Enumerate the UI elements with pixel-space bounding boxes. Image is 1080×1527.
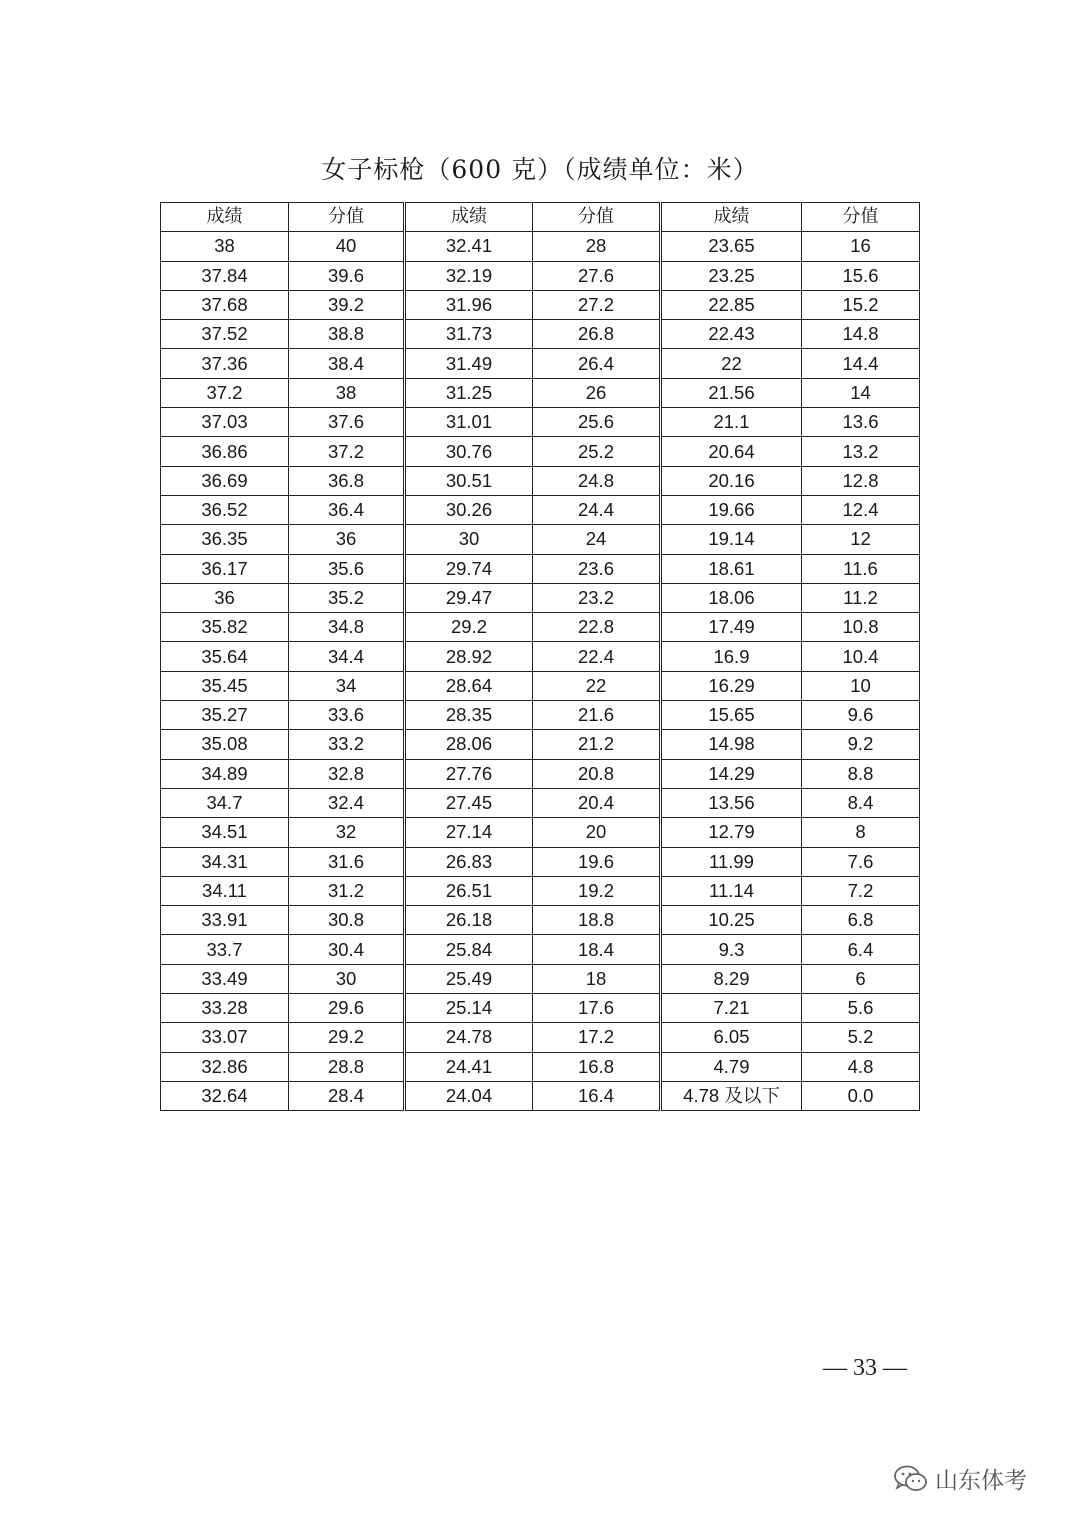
- score-cell: 30.76: [405, 437, 533, 466]
- score-cell: 22.85: [661, 290, 802, 319]
- score-cell: 19.66: [661, 495, 802, 524]
- points-cell: 36: [289, 525, 405, 554]
- points-cell: 33.2: [289, 730, 405, 759]
- table-row: [161, 1052, 920, 1081]
- points-cell: 14.4: [802, 349, 920, 378]
- score-cell: 36.69: [161, 466, 289, 495]
- score-cell: 13.56: [661, 788, 802, 817]
- score-cell: 21.56: [661, 378, 802, 407]
- score-cell: 37.84: [161, 261, 289, 290]
- table-row: [161, 1081, 920, 1110]
- score-cell: 34.51: [161, 818, 289, 847]
- points-cell: 34.8: [289, 613, 405, 642]
- score-cell: 34.7: [161, 788, 289, 817]
- score-cell: 33.07: [161, 1023, 289, 1052]
- points-cell: 11.2: [802, 583, 920, 612]
- score-cell: 35.27: [161, 701, 289, 730]
- header-score: 成绩: [405, 203, 533, 232]
- score-cell: 33.28: [161, 994, 289, 1023]
- score-cell: 24.78: [405, 1023, 533, 1052]
- table-row: [161, 701, 920, 730]
- points-cell: 34: [289, 671, 405, 700]
- score-cell: 27.14: [405, 818, 533, 847]
- points-cell: 11.6: [802, 554, 920, 583]
- points-cell: 10.8: [802, 613, 920, 642]
- score-cell: 25.14: [405, 994, 533, 1023]
- score-cell: 38: [161, 232, 289, 261]
- points-cell: 36.4: [289, 495, 405, 524]
- table-row: [161, 495, 920, 524]
- table-row: [161, 847, 920, 876]
- table-row: [161, 759, 920, 788]
- score-cell: 26.83: [405, 847, 533, 876]
- table-row: [161, 349, 920, 378]
- points-cell: 16: [802, 232, 920, 261]
- score-cell: 14.29: [661, 759, 802, 788]
- score-cell: 25.49: [405, 964, 533, 993]
- score-cell: 27.45: [405, 788, 533, 817]
- score-cell: 26.51: [405, 876, 533, 905]
- table-row: [161, 583, 920, 612]
- points-cell: 12.4: [802, 495, 920, 524]
- score-cell: 37.68: [161, 290, 289, 319]
- score-cell: 28.06: [405, 730, 533, 759]
- points-cell: 26.4: [533, 349, 661, 378]
- table-row: [161, 788, 920, 817]
- page-number: — 33 —: [823, 1355, 907, 1381]
- points-cell: 33.6: [289, 701, 405, 730]
- table-row: [161, 525, 920, 554]
- score-cell: 29.74: [405, 554, 533, 583]
- score-cell: 30.51: [405, 466, 533, 495]
- score-cell: 24.41: [405, 1052, 533, 1081]
- table-row: [161, 935, 920, 964]
- header-points: 分值: [289, 203, 405, 232]
- score-cell: 23.65: [661, 232, 802, 261]
- points-cell: 39.6: [289, 261, 405, 290]
- score-cell: 37.2: [161, 378, 289, 407]
- score-cell: 21.1: [661, 408, 802, 437]
- score-cell: 19.14: [661, 525, 802, 554]
- score-cell: 4.79: [661, 1052, 802, 1081]
- header-score: 成绩: [661, 203, 802, 232]
- score-cell: 33.91: [161, 906, 289, 935]
- score-cell: 35.64: [161, 642, 289, 671]
- score-cell: 28.64: [405, 671, 533, 700]
- score-cell: 37.52: [161, 320, 289, 349]
- points-cell: 32.8: [289, 759, 405, 788]
- table-row: [161, 261, 920, 290]
- score-cell: 37.36: [161, 349, 289, 378]
- points-cell: 8.4: [802, 788, 920, 817]
- score-cell: 29.47: [405, 583, 533, 612]
- points-cell: 35.6: [289, 554, 405, 583]
- points-cell: 28: [533, 232, 661, 261]
- score-cell: 24.04: [405, 1081, 533, 1110]
- score-cell: 25.84: [405, 935, 533, 964]
- score-cell: 22.43: [661, 320, 802, 349]
- score-cell: 22: [661, 349, 802, 378]
- score-cell: 8.29: [661, 964, 802, 993]
- points-cell: 26.8: [533, 320, 661, 349]
- points-cell: 24.8: [533, 466, 661, 495]
- score-cell: 11.99: [661, 847, 802, 876]
- header-points: 分值: [533, 203, 661, 232]
- table-row: [161, 964, 920, 993]
- score-cell: 36.52: [161, 495, 289, 524]
- table-row: [161, 906, 920, 935]
- score-cell: 12.79: [661, 818, 802, 847]
- points-cell: 32.4: [289, 788, 405, 817]
- points-cell: 22.8: [533, 613, 661, 642]
- wechat-icon: [893, 1464, 929, 1494]
- score-cell: 16.29: [661, 671, 802, 700]
- score-cell: 16.9: [661, 642, 802, 671]
- points-cell: 10.4: [802, 642, 920, 671]
- score-cell: 6.05: [661, 1023, 802, 1052]
- points-cell: 16.4: [533, 1081, 661, 1110]
- table-row: [161, 994, 920, 1023]
- points-cell: 34.4: [289, 642, 405, 671]
- points-cell: 31.2: [289, 876, 405, 905]
- points-cell: 36.8: [289, 466, 405, 495]
- score-cell: 28.35: [405, 701, 533, 730]
- score-cell: 31.49: [405, 349, 533, 378]
- points-cell: 20.8: [533, 759, 661, 788]
- score-cell: 35.82: [161, 613, 289, 642]
- score-cell: 36: [161, 583, 289, 612]
- points-cell: 18: [533, 964, 661, 993]
- score-cell: 37.03: [161, 408, 289, 437]
- score-cell: 31.01: [405, 408, 533, 437]
- header-points: 分值: [802, 203, 920, 232]
- table-row: [161, 671, 920, 700]
- points-cell: 19.2: [533, 876, 661, 905]
- score-table: [160, 202, 920, 1111]
- points-cell: 40: [289, 232, 405, 261]
- table-row: [161, 437, 920, 466]
- score-cell: 26.18: [405, 906, 533, 935]
- points-cell: 30: [289, 964, 405, 993]
- score-cell: 33.7: [161, 935, 289, 964]
- table-row: [161, 320, 920, 349]
- score-cell: 36.86: [161, 437, 289, 466]
- watermark: [893, 1462, 1027, 1495]
- score-cell: 34.89: [161, 759, 289, 788]
- watermark-text: 山东体考: [935, 1468, 1027, 1494]
- score-cell: 32.41: [405, 232, 533, 261]
- score-cell: 7.21: [661, 994, 802, 1023]
- points-cell: 24.4: [533, 495, 661, 524]
- score-cell: 31.73: [405, 320, 533, 349]
- points-cell: 15.6: [802, 261, 920, 290]
- points-cell: 25.6: [533, 408, 661, 437]
- points-cell: 21.2: [533, 730, 661, 759]
- score-cell: 20.64: [661, 437, 802, 466]
- score-cell: 18.61: [661, 554, 802, 583]
- score-cell: 29.2: [405, 613, 533, 642]
- points-cell: 17.6: [533, 994, 661, 1023]
- table-row: [161, 408, 920, 437]
- score-cell: 28.92: [405, 642, 533, 671]
- table-row: [161, 378, 920, 407]
- points-cell: 9.2: [802, 730, 920, 759]
- score-cell: 14.98: [661, 730, 802, 759]
- points-cell: 20: [533, 818, 661, 847]
- points-cell: 16.8: [533, 1052, 661, 1081]
- score-cell: 17.49: [661, 613, 802, 642]
- points-cell: 38.4: [289, 349, 405, 378]
- table-row: [161, 818, 920, 847]
- points-cell: 12.8: [802, 466, 920, 495]
- table-body: [161, 232, 920, 1111]
- table-row: [161, 876, 920, 905]
- points-cell: 26: [533, 378, 661, 407]
- points-cell: 23.2: [533, 583, 661, 612]
- points-cell: 14: [802, 378, 920, 407]
- table-row: [161, 466, 920, 495]
- page-title: 女子标枪（600 克）（成绩单位：米）: [321, 155, 759, 184]
- points-cell: 22: [533, 671, 661, 700]
- points-cell: 28.8: [289, 1052, 405, 1081]
- points-cell: 23.6: [533, 554, 661, 583]
- score-cell: 10.25: [661, 906, 802, 935]
- points-cell: 30.8: [289, 906, 405, 935]
- points-cell: 35.2: [289, 583, 405, 612]
- score-cell: 35.45: [161, 671, 289, 700]
- points-cell: 31.6: [289, 847, 405, 876]
- points-cell: 27.2: [533, 290, 661, 319]
- points-cell: 37.6: [289, 408, 405, 437]
- points-cell: 29.2: [289, 1023, 405, 1052]
- points-cell: 18.4: [533, 935, 661, 964]
- points-cell: 20.4: [533, 788, 661, 817]
- score-cell: 32.86: [161, 1052, 289, 1081]
- points-cell: 25.2: [533, 437, 661, 466]
- score-cell: 30.26: [405, 495, 533, 524]
- points-cell: 21.6: [533, 701, 661, 730]
- points-cell: 5.6: [802, 994, 920, 1023]
- score-cell: 36.35: [161, 525, 289, 554]
- score-cell: 15.65: [661, 701, 802, 730]
- points-cell: 5.2: [802, 1023, 920, 1052]
- table-row: [161, 232, 920, 261]
- score-cell: 11.14: [661, 876, 802, 905]
- points-cell: 6.4: [802, 935, 920, 964]
- points-cell: 27.6: [533, 261, 661, 290]
- points-cell: 6: [802, 964, 920, 993]
- points-cell: 6.8: [802, 906, 920, 935]
- points-cell: 10: [802, 671, 920, 700]
- points-cell: 14.8: [802, 320, 920, 349]
- points-cell: 19.6: [533, 847, 661, 876]
- score-cell: 18.06: [661, 583, 802, 612]
- points-cell: 17.2: [533, 1023, 661, 1052]
- points-cell: 39.2: [289, 290, 405, 319]
- score-cell: 31.96: [405, 290, 533, 319]
- score-cell: 34.31: [161, 847, 289, 876]
- points-cell: 30.4: [289, 935, 405, 964]
- points-cell: 12: [802, 525, 920, 554]
- score-cell: 4.78 及以下: [661, 1081, 802, 1110]
- points-cell: 4.8: [802, 1052, 920, 1081]
- table-row: [161, 613, 920, 642]
- points-cell: 38: [289, 378, 405, 407]
- points-cell: 0.0: [802, 1081, 920, 1110]
- table-row: [161, 554, 920, 583]
- table-row: [161, 1023, 920, 1052]
- table-row: [161, 642, 920, 671]
- score-cell: 9.3: [661, 935, 802, 964]
- points-cell: 15.2: [802, 290, 920, 319]
- score-cell: 32.64: [161, 1081, 289, 1110]
- score-cell: 33.49: [161, 964, 289, 993]
- score-cell: 30: [405, 525, 533, 554]
- points-cell: 7.6: [802, 847, 920, 876]
- points-cell: 28.4: [289, 1081, 405, 1110]
- points-cell: 13.6: [802, 408, 920, 437]
- score-cell: 35.08: [161, 730, 289, 759]
- score-cell: 20.16: [661, 466, 802, 495]
- points-cell: 32: [289, 818, 405, 847]
- table-row: [161, 290, 920, 319]
- score-cell: 32.19: [405, 261, 533, 290]
- points-cell: 18.8: [533, 906, 661, 935]
- points-cell: 38.8: [289, 320, 405, 349]
- table-row: [161, 730, 920, 759]
- points-cell: 24: [533, 525, 661, 554]
- points-cell: 22.4: [533, 642, 661, 671]
- header-score: 成绩: [161, 203, 289, 232]
- points-cell: 7.2: [802, 876, 920, 905]
- score-cell: 34.11: [161, 876, 289, 905]
- score-cell: 27.76: [405, 759, 533, 788]
- header-row: [161, 203, 920, 232]
- points-cell: 29.6: [289, 994, 405, 1023]
- points-cell: 13.2: [802, 437, 920, 466]
- points-cell: 8.8: [802, 759, 920, 788]
- points-cell: 9.6: [802, 701, 920, 730]
- points-cell: 37.2: [289, 437, 405, 466]
- score-cell: 31.25: [405, 378, 533, 407]
- score-cell: 23.25: [661, 261, 802, 290]
- score-cell: 36.17: [161, 554, 289, 583]
- points-cell: 8: [802, 818, 920, 847]
